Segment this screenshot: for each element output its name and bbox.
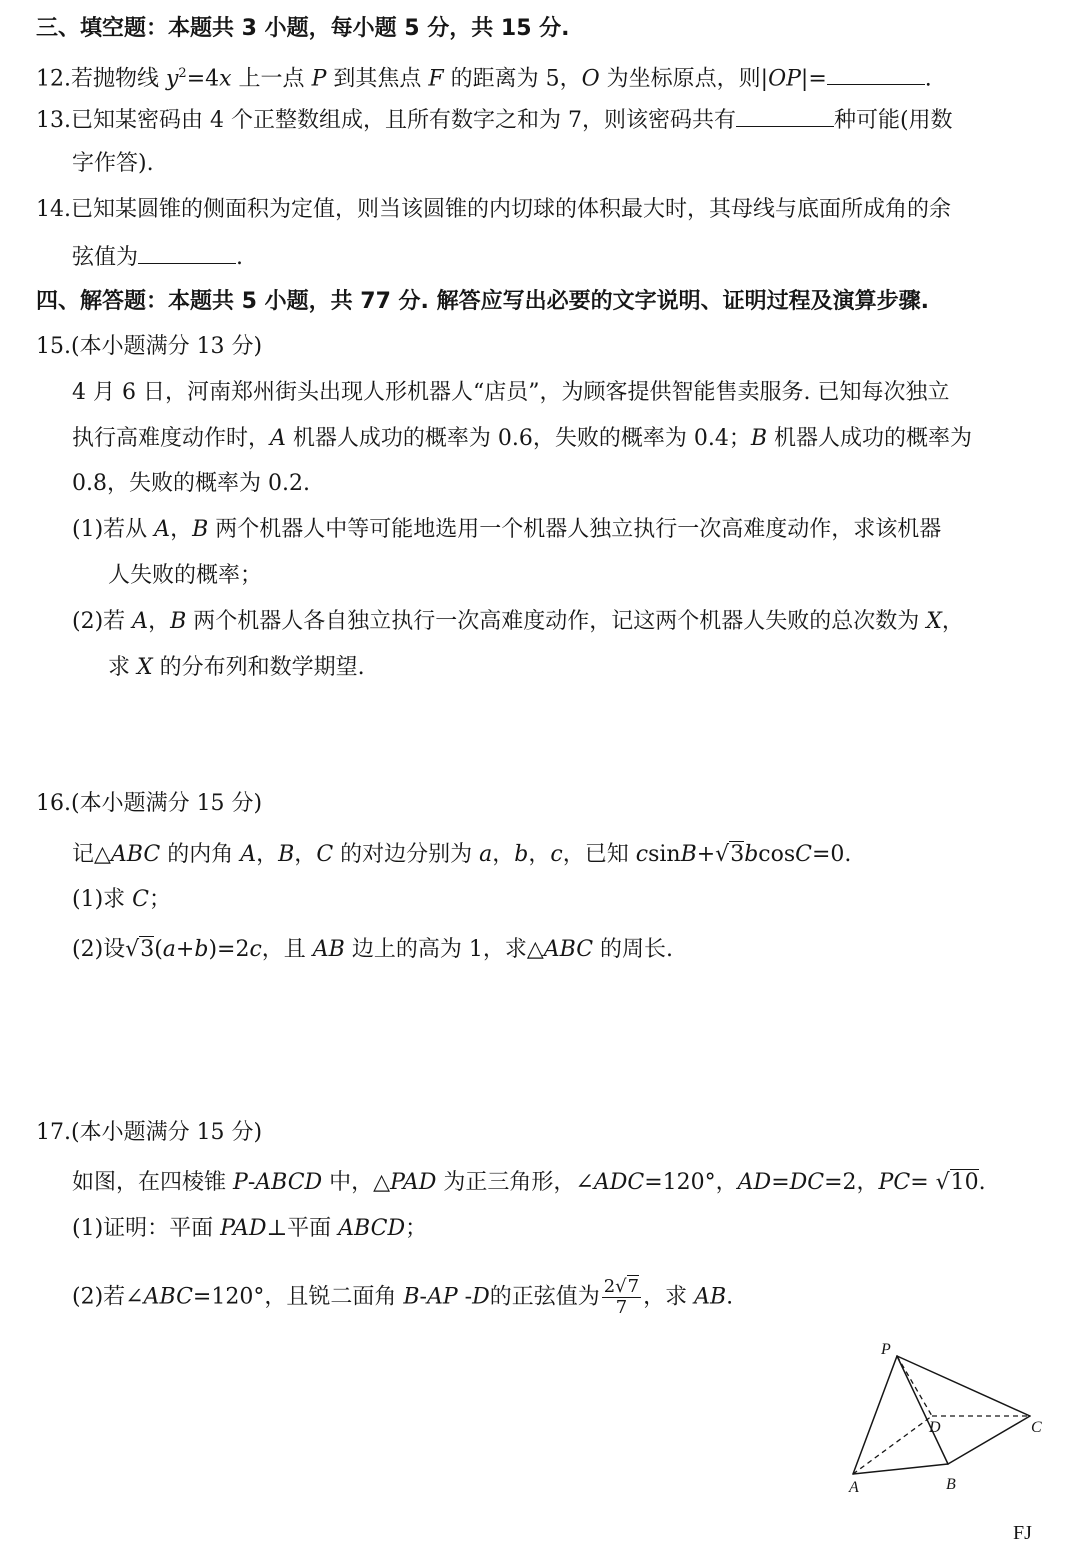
question-15-para-3: 0.8，失败的概率为 0.2. [72,471,310,496]
question-17-para-1: 如图，在四棱锥 P-ABCD 中，△PAD 为正三角形，∠ADC=120°，AD=DC=2，PC= √10. [72,1170,986,1195]
edge-PA [853,1356,897,1474]
question-17-sub-2: (2)若∠ABC=120°，且锐二面角 B-AP -D的正弦值为 $\frac{2√7}{7}$ ，求 AB. [72,1276,734,1318]
question-15-title: 15.(本小题满分 13 分) [36,334,263,359]
question-15-sub-2: (2)若 A，B 两个机器人各自独立执行一次高难度动作，记这两个机器人失败的总次数为 X， [72,609,964,634]
answer-blank-13[interactable] [736,104,834,127]
label-C: C [1031,1419,1042,1436]
edge-BC [948,1416,1030,1464]
edge-PD-hidden [897,1356,932,1416]
question-15-sub-1-cont: 人失败的概率； [108,563,263,588]
section-3-heading: 三、填空题：本题共 3 小题，每小题 5 分，共 15 分. [36,16,570,41]
label-P: P [881,1341,891,1358]
question-15-para-1: 4 月 6 日，河南郑州街头出现人形机器人“店员”，为顾客提供智能售卖服务. 已知每次独立 [72,380,950,405]
answer-blank-12[interactable] [827,62,925,85]
question-14-line-2: 弦值为 . [72,241,243,273]
question-16-para-1: 记△ABC 的内角 A，B，C 的对边分别为 a，b，c，已知 csinB+√3bcosC=0. [72,842,852,867]
question-16-sub-1: (1)求 C； [72,887,172,912]
question-16-sub-2: (2)设√3(a+b)=2c，且 AB 边上的高为 1，求△ABC 的周长. [72,937,674,962]
question-15-para-2: 执行高难度动作时，A 机器人成功的概率为 0.6，失败的概率为 0.4；B 机器人成功的概率为 [72,426,973,451]
page-footer-code: FJ [1013,1522,1032,1544]
section-4-heading: 四、解答题：本题共 5 小题，共 77 分. 解答应写出必要的文字说明、证明过程及演算步骤. [36,289,929,314]
question-17-title: 17.(本小题满分 15 分) [36,1120,263,1145]
fraction-sine-value: $\frac{2√7}{7}$ [603,1276,640,1318]
question-17-sub-1: (1)证明：平面 PAD⊥平面 ABCD； [72,1216,428,1241]
label-D: D [929,1419,941,1436]
question-16-title: 16.(本小题满分 15 分) [36,791,263,816]
answer-blank-14[interactable] [138,241,236,264]
edge-AD-hidden [853,1416,932,1474]
question-15-sub-2-cont: 求 X 的分布列和数学期望. [108,655,365,680]
edge-AB [853,1464,948,1474]
question-13-line-1: 13.已知某密码由 4 个正整数组成，且所有数字之和为 7，则该密码共有 种可能(用数 [36,104,953,136]
question-14-line-1: 14.已知某圆锥的侧面积为定值，则当该圆锥的内切球的体积最大时，其母线与底面所成角的余 [36,197,951,222]
edge-PC [897,1356,1030,1416]
pyramid-figure [845,1336,1050,1496]
question-12: 12.若抛物线 $y^2=4x$ 上一点 P 到其焦点 F 的距离为 5，O 为坐标原点，则|OP|= . [36,59,932,94]
label-A: A [849,1479,859,1496]
question-13-line-2: 字作答). [72,151,154,176]
label-B: B [946,1476,956,1493]
question-15-sub-1: (1)若从 A，B 两个机器人中等可能地选用一个机器人独立执行一次高难度动作，求该机器 [72,517,942,542]
edge-PB [897,1356,948,1464]
